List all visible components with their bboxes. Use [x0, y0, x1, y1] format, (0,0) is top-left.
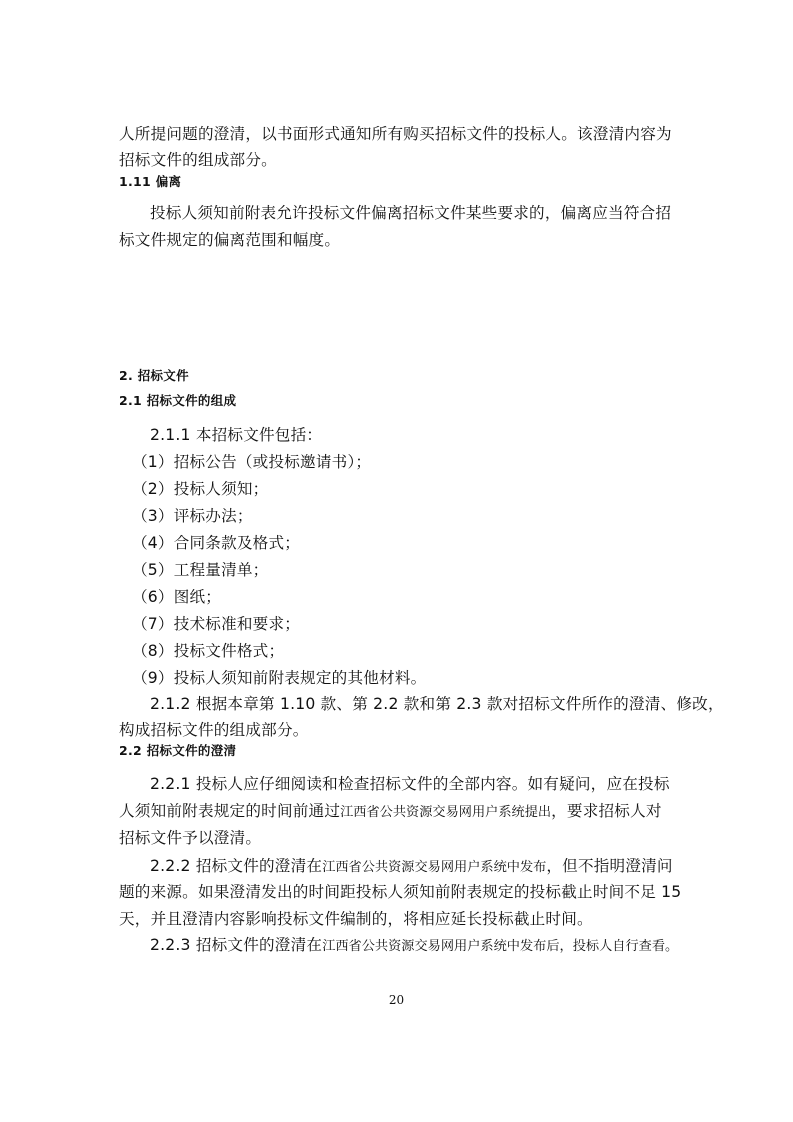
- section-heading-1-11: 1.11 偏离: [119, 174, 182, 189]
- text-run: 江西省公共资源交易网用户系统中发布: [322, 860, 547, 875]
- list-item: （3）评标办法；: [132, 507, 253, 525]
- list-item: （5）工程量清单；: [132, 561, 269, 579]
- section-heading-2-1: 2.1 招标文件的组成: [119, 393, 237, 408]
- paragraph-line: [119, 801, 662, 823]
- text-run: 人须知前附表规定的时间前通过: [119, 802, 341, 820]
- list-item: （6）图纸；: [132, 588, 222, 606]
- clause-2-2-1: 2.2.1 投标人应仔细阅读和检查招标文件的全部内容。如有疑问，应在投标: [150, 775, 670, 793]
- paragraph-line: 招标文件予以澄清。: [119, 829, 262, 847]
- list-item: （8）投标文件格式；: [132, 642, 285, 660]
- text-run: 江西省公共资源交易网用户系统中发布后，投标人自行查看。: [322, 939, 679, 954]
- text-run: ，要求招标人对: [551, 802, 662, 820]
- paragraph-line: 标文件规定的偏离范围和幅度。: [119, 231, 341, 249]
- paragraph-line: 投标人须知前附表允许投标文件偏离招标文件某些要求的，偏离应当符合招: [150, 204, 672, 222]
- paragraph-line: 人所提问题的澄清，以书面形式通知所有购买招标文件的投标人。该澄清内容为: [119, 125, 672, 143]
- list-item: （4）合同条款及格式；: [132, 534, 301, 552]
- text-run: 江西省公共资源交易网用户系统提出: [340, 805, 552, 820]
- text-run: 2.2.3 招标文件的澄清在: [150, 936, 323, 954]
- list-item: （7）技术标准和要求；: [132, 615, 301, 633]
- text-run: 2.2.2 招标文件的澄清在: [150, 857, 323, 875]
- section-heading-2-2: 2.2 招标文件的澄清: [119, 743, 237, 758]
- clause-2-1-1: 2.1.1 本招标文件包括：: [150, 426, 323, 444]
- clause-2-2-2: [150, 856, 673, 878]
- list-item: （1）招标公告（或投标邀请书）；: [132, 453, 372, 471]
- paragraph-line: 天，并且澄清内容影响投标文件编制的，将相应延长投标截止时间。: [119, 910, 593, 928]
- clause-2-2-3: [150, 935, 678, 957]
- section-heading-2: 2. 招标文件: [119, 368, 189, 383]
- paragraph-line: 招标文件的组成部分。: [119, 151, 277, 169]
- paragraph-line: 构成招标文件的组成部分。: [119, 721, 309, 739]
- list-item: （2）投标人须知；: [132, 480, 269, 498]
- text-run: ，但不指明澄清问: [546, 857, 673, 875]
- list-item: （9）投标人须知前附表规定的其他材料。: [132, 669, 427, 687]
- paragraph-line: 题的来源。如果澄清发出的时间距投标人须知前附表规定的投标截止时间不足 15: [119, 883, 682, 901]
- clause-2-1-2: 2.1.2 根据本章第 1.10 款、第 2.2 款和第 2.3 款对招标文件所作的澄清、修改，: [150, 695, 724, 713]
- page-number: 20: [388, 993, 405, 1007]
